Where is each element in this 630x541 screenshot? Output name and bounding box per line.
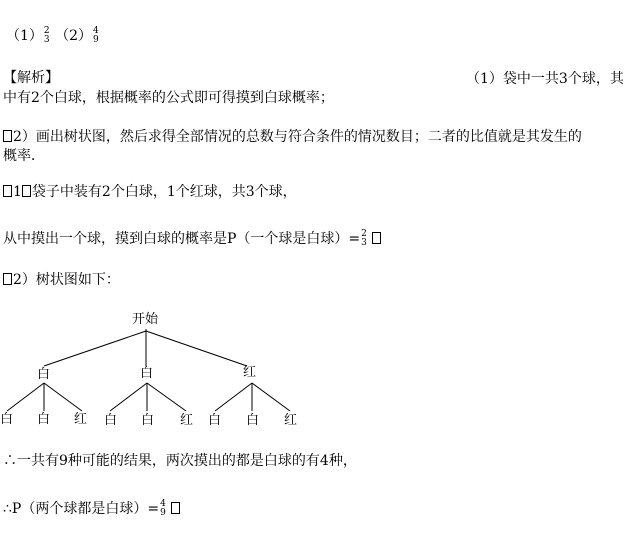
- missing-glyph-box: [171, 502, 180, 514]
- analysis-part2-line2: 概率．: [3, 148, 45, 164]
- tree-leaf-node: 白: [104, 413, 118, 428]
- fraction-denominator: 9: [93, 35, 99, 45]
- fraction-denominator: 3: [361, 238, 367, 248]
- analysis-intro-right: （1）袋中一共3个球，其: [466, 71, 624, 87]
- tree-level1-node: 白: [140, 366, 154, 381]
- tree-branch: [215, 383, 252, 411]
- step5-text: ∴P（两个球都是白球）=: [3, 501, 160, 517]
- fraction-numerator: 4: [160, 499, 166, 509]
- answer-part2-label: （2）: [55, 28, 93, 44]
- tree-branch: [44, 331, 146, 366]
- tree-leaf-node: 红: [74, 412, 88, 427]
- tree-branch: [146, 331, 247, 366]
- tree-branch: [44, 383, 82, 411]
- analysis-part2-text: 2）画出树状图，然后求得全部情况的总数与符合条件的情况数目；二者的比值就是其发生的: [13, 129, 582, 145]
- tree-branch: [110, 383, 147, 411]
- tree-leaf-node: 白: [246, 413, 260, 428]
- tree-branch: [252, 383, 290, 411]
- tree-leaf-node: 白: [37, 412, 51, 427]
- step-number: 1: [13, 184, 22, 200]
- tree-root: 开始: [132, 312, 159, 327]
- tree-branch: [147, 383, 186, 411]
- fraction-numerator: 2: [43, 26, 50, 36]
- fraction-numerator: 4: [93, 26, 99, 36]
- step1-text: 袋子中装有2个白球，1个红球，共3个球，: [31, 184, 297, 200]
- step3-text: 2）树状图如下：: [13, 272, 120, 288]
- answer-part1-label: （1）: [6, 28, 43, 44]
- analysis-intro-line2: 中有2个白球，根据概率的公式即可得摸到白球概率；: [3, 90, 334, 106]
- fraction-numerator: 2: [361, 229, 367, 239]
- tree-leaf-node: 红: [284, 413, 298, 428]
- tree-leaf-node: 白: [208, 413, 222, 428]
- tree-leaf-node: 白: [141, 413, 155, 428]
- step5-fraction: [160, 500, 166, 518]
- fraction-denominator: 9: [160, 508, 166, 518]
- tree-leaf-node: 红: [180, 413, 194, 428]
- tree-branch: [7, 383, 44, 411]
- analysis-heading: 【解析】: [3, 70, 59, 86]
- solution-step5: [3, 500, 181, 518]
- fraction-denominator: 3: [43, 35, 50, 45]
- solution-step4: ∴一共有9种可能的结果，两次摸出的都是白球的有4种，: [3, 453, 357, 469]
- tree-level1-node: 红: [243, 365, 257, 380]
- tree-level1-node: 白: [37, 367, 51, 382]
- tree-leaf-node: 白: [0, 412, 14, 427]
- step2-text: 从中摸出一个球，摸到白球的概率是P（一个球是白球）=: [3, 231, 361, 247]
